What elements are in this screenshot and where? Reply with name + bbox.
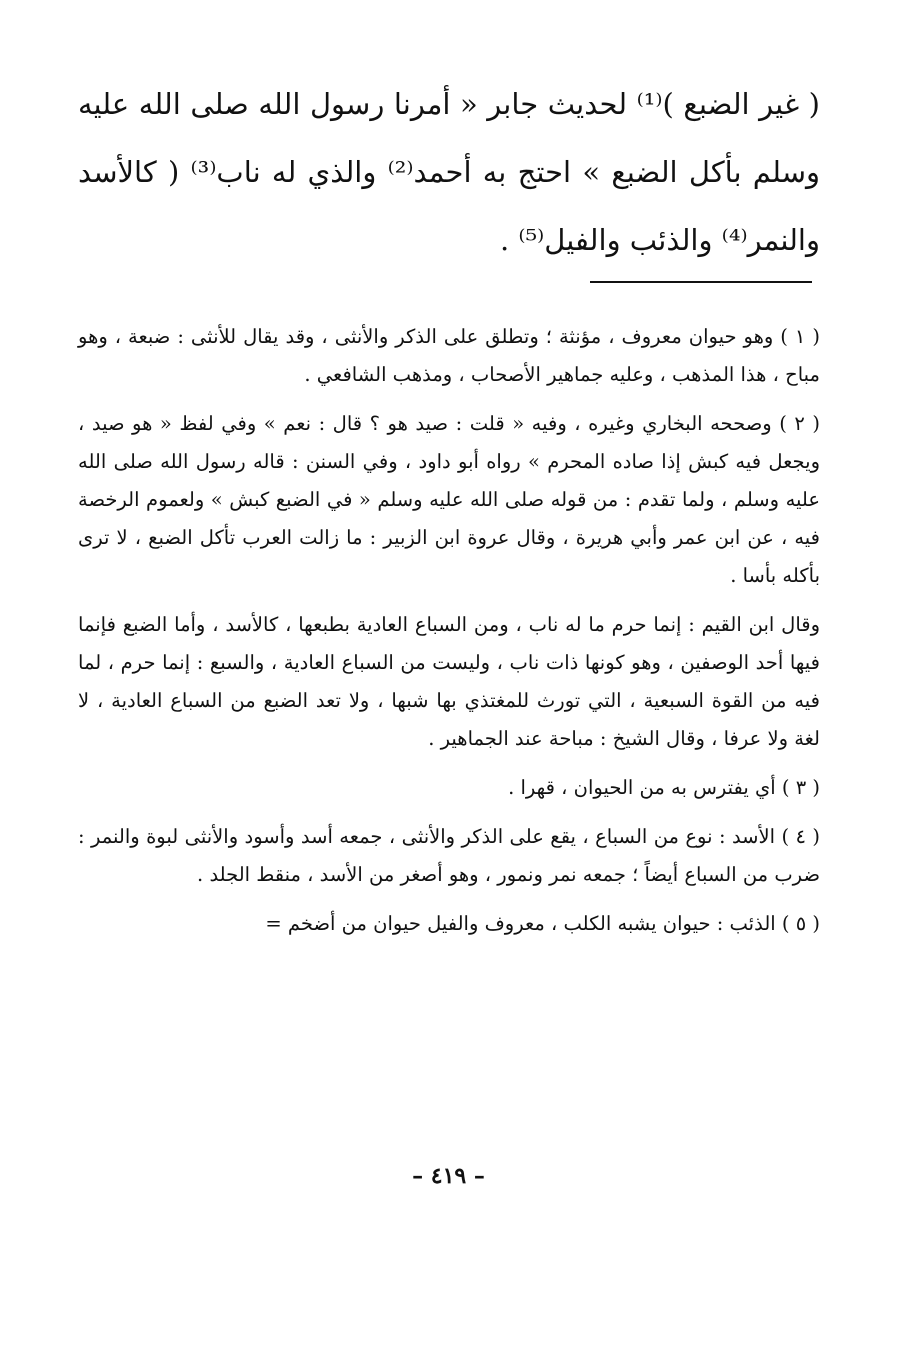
footnote-2-continued: وقال ابن القيم : إنما حرم ما له ناب ، ومن السباع العادية بطبعها ، كالأسد ، وأما الضبع فإنما فيها أحد الوصفين ، وهو كونها ذات ناب ، وليست من السباع العادية ، والسبع : إنما حرم ، لما فيه من القوة السبعية ، التي تورث للمغتذي بها شبها ، ولا تعد الضبع من السباع العادية ، لا لغة ولا عرفا ، وقال الشيخ : مباحة عند الجماهير . [78,613,820,750]
footnote-3: ( ٣ ) أي يفترس به من الحيوان ، قهرا . [508,776,820,799]
footnote-5: ( ٥ ) الذئب : حيوان يشبه الكلب ، معروف والفيل حيوان من أضخم = [265,912,820,935]
footnote-2: ( ٢ ) وصححه البخاري وغيره ، وفيه « قلت : صيد هو ؟ قال : نعم » وفي لفظ « هو صيد ، ويجعل فيه كبش إذا صاده المحرم » رواه أبو داود ، وفي السنن : قاله رسول الله صلى الله عليه وسلم ، ولما تقدم : من قوله صلى الله عليه وسلم « في الضبع كبش » ولعموم الرخصة فيه ، عن ابن عمر وأبي هريرة ، وقال عروة ابن الزبير : ما زالت العرب تأكل الضبع ، لا ترى بأكله بأسا . [78,412,821,587]
footnote-1: ( ١ ) وهو حيوان معروف ، مؤنثة ؛ وتطلق على الذكر والأنثى ، وقد يقال للأنثى : ضبعة ، وهو مباح ، هذا المذهب ، وعليه جماهير الأصحاب ، ومذهب الشافعي . [78,325,820,386]
page-number: – ٤١٩ – [412,1163,485,1189]
footnotes [78,318,820,954]
main-text-block [78,70,820,274]
main-paragraph: ( غير الضبع )⁽¹⁾ لحديث جابر « أمرنا رسول الله صلى الله عليه وسلم بأكل الضبع » احتج به أحمد⁽²⁾ والذي له ناب⁽³⁾ ( كالأسد والنمر⁽⁴⁾ والذئب والفيل⁽⁵⁾ . [78,87,821,257]
footnote-4: ( ٤ ) الأسد : نوع من السباع ، يقع على الذكر والأنثى ، جمعه أسد وأسود والأنثى لبوة والنمر : ضرب من السباع أيضاً ؛ جمعه نمر ونمور ، وهو أصغر من الأسد ، منقط الجلد . [78,825,820,886]
footnote-separator [590,281,812,283]
